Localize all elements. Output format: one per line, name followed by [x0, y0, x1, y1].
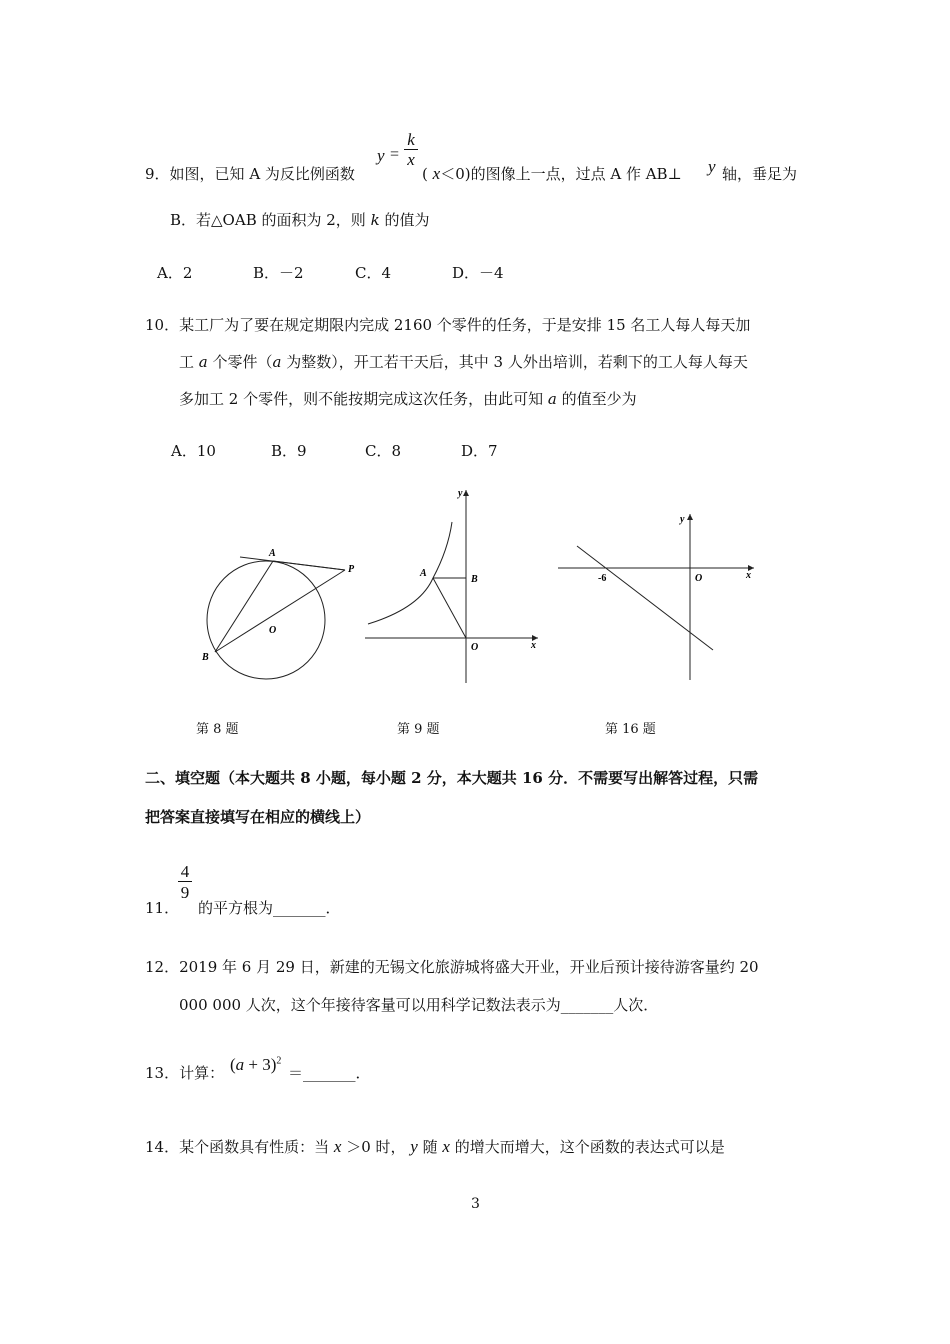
q13-rest: ＝_______． — [288, 1064, 371, 1082]
q13-expr-a: a — [235, 1055, 245, 1074]
q14-x2: x — [442, 1137, 450, 1156]
q9-cond-rest: ＜0)的图像上一点，过点 A 作 AB⊥ — [440, 165, 682, 183]
fig8-line-bp — [215, 570, 345, 652]
q9-cond-open: ( — [422, 165, 428, 183]
q11-frac-den: 9 — [180, 883, 190, 902]
fig16-label-m6: -6 — [598, 573, 607, 584]
fig8-diagram — [207, 557, 345, 679]
q10-line3-b: 的值至少为 — [561, 390, 637, 408]
q10-line1: 10．某工厂为了要在规定期限内完成 2160 个零件的任务，于是安排 15 名工人每人每天加 — [145, 316, 751, 334]
q9-cond-x: x — [432, 164, 441, 183]
q10-option-a: A．10 — [171, 442, 216, 460]
fig9-diagram — [365, 490, 538, 683]
fig9-caption: 第 9 题 — [397, 722, 440, 737]
fig8-label-p: P — [348, 564, 355, 575]
section2-heading-line1: 二、填空题（本大题共 8 小题，每小题 2 分，本大题共 16 分．不需要写出解答过程，只需 — [145, 769, 759, 787]
q10-line2-c: 为整数），开工若干天后，其中 3 人外出培训，若剩下的工人每人每天 — [286, 353, 748, 371]
q13-expr-plus3: + 3) — [244, 1055, 277, 1074]
q9-frac-den: x — [407, 150, 415, 169]
q9-line2-text: B．若△OAB 的面积为 2，则 — [170, 211, 366, 229]
fig9-label-a: A — [420, 568, 427, 579]
q9-number: 9． — [145, 165, 170, 183]
q12-line1: 12．2019 年 6 月 29 日，新建的无锡文化旅游城将盛大开业，开业后预计接待游客量约 20 — [145, 958, 759, 976]
fig16-caption: 第 16 题 — [605, 722, 656, 737]
q9-formula-eq: = — [390, 146, 400, 163]
fig9-hyperbola — [368, 522, 452, 624]
fig9-label-y: y — [458, 488, 463, 499]
fig9-label-b: B — [471, 574, 478, 585]
q10-var-a: a — [198, 353, 208, 371]
q13-number: 13．计算： — [145, 1064, 225, 1082]
q14-mid1: ＞0 时， — [346, 1138, 406, 1156]
fig8-caption: 第 8 题 — [196, 722, 239, 737]
q10-line3-a: 多加工 2 个零件，则不能按期完成这次任务，由此可知 — [179, 390, 544, 408]
q9-k-var: k — [370, 211, 380, 229]
q13-expr-exp: 2 — [276, 1055, 282, 1067]
q10-line2-a: 工 — [179, 353, 195, 371]
fig9-label-x: x — [531, 640, 536, 651]
q11-number: 11． — [145, 899, 180, 917]
fig16-label-x: x — [746, 570, 751, 581]
q10-var-a-3: a — [547, 390, 557, 408]
q9-frac-num: k — [407, 130, 415, 149]
q14-pre: 14．某个函数具有性质：当 — [145, 1138, 330, 1156]
q12-line2: 000 000 人次，这个年接待客量可以用科学记数法表示为_______人次． — [179, 996, 659, 1014]
fig8-label-b: B — [202, 652, 209, 663]
q11-text: 的平方根为_______． — [198, 899, 341, 917]
q9-option-d: D．－4 — [452, 264, 504, 282]
q9-post: 轴，垂足为 — [722, 165, 798, 183]
fig9-y-arrow — [463, 490, 469, 496]
q9-line2-end: 的值为 — [384, 211, 430, 229]
fig16-y-arrow — [687, 514, 693, 520]
fig16-function-line — [577, 546, 713, 650]
fig8-line-ap — [273, 561, 345, 570]
q9-option-a: A．2 — [157, 264, 193, 282]
q11-fraction — [178, 862, 192, 903]
q10-var-a-2: a — [272, 353, 282, 371]
fig16-label-y: y — [680, 514, 685, 525]
fig16-label-o: O — [695, 573, 703, 584]
fig8-chord-ab — [215, 561, 273, 652]
fig9-line-ao — [433, 578, 466, 638]
q14-y1: y — [410, 1137, 418, 1156]
page-number: 3 — [471, 1196, 480, 1212]
q13-line — [145, 1062, 224, 1083]
q13-expression — [230, 1055, 281, 1075]
q9-option-b: B．－2 — [253, 264, 304, 282]
q14-x1: x — [333, 1137, 342, 1156]
q9-formula-y: y — [377, 146, 385, 165]
q14-post: 的增大而增大，这个函数的表达式可以是 — [454, 1138, 725, 1156]
fig9-label-o: O — [471, 642, 479, 653]
q9-pre: 如图，已知 A 为反比例函数 — [169, 165, 355, 183]
q10-option-c: C．8 — [365, 442, 402, 460]
q10-line2-b: 个零件（ — [212, 353, 273, 371]
q14-mid2: 随 — [422, 1138, 438, 1156]
q9-axis-y: y — [708, 157, 716, 176]
q10-option-b: B．9 — [271, 442, 307, 460]
fig16-diagram — [558, 514, 754, 680]
q14-line — [145, 1136, 725, 1157]
section2-heading-line2: 把答案直接填写在相应的横线上） — [145, 808, 371, 826]
q10-option-d: D．7 — [461, 442, 498, 460]
q11-frac-num: 4 — [180, 862, 190, 881]
fig8-label-a: A — [269, 548, 276, 559]
fig8-label-o: O — [269, 625, 277, 636]
q9-option-c: C．4 — [355, 264, 392, 282]
q13-expr-open: ( — [230, 1055, 236, 1074]
